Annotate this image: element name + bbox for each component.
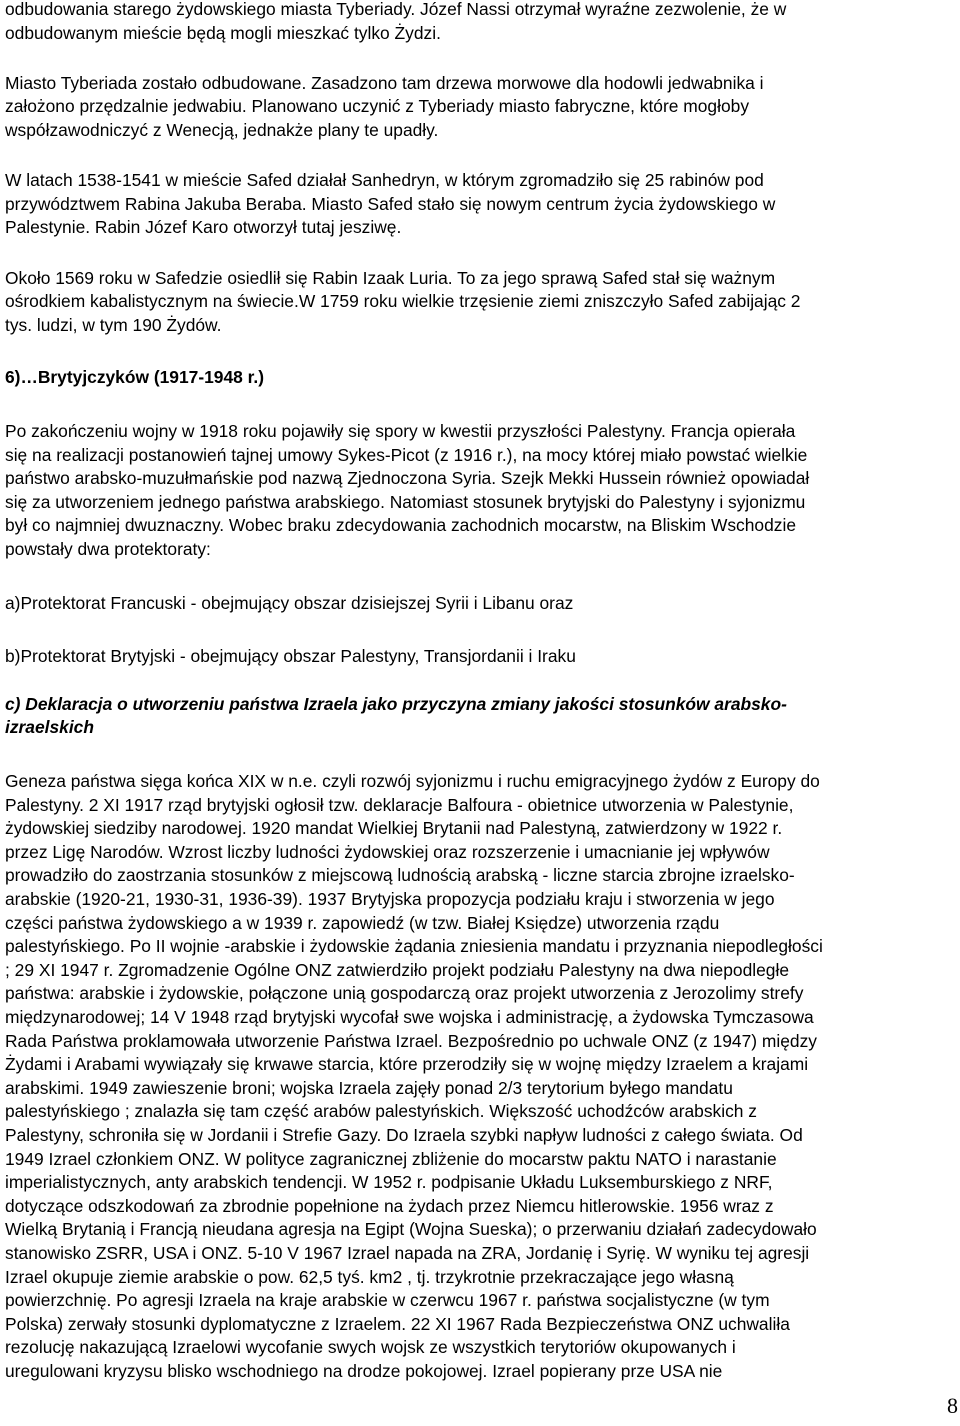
text-line: arabskimi. 1949 zawieszenie broni; wojska Izraela zajęły ponad 2/3 terytorium byłego mandatu bbox=[5, 1077, 733, 1098]
paragraph-tyberiada-rebuilt bbox=[5, 72, 957, 143]
text-line: się za utworzeniem jednego państwa arabskiego. Natomiast stosunek brytyjski do Palestyny i syjonizmu bbox=[5, 491, 806, 512]
text-line: powstały dwa protektoraty: bbox=[5, 539, 211, 560]
text-line: państwo arabsko-muzułmańskie pod nazwą Zjednoczona Syria. Szejk Mekki Hussein również opowiadał bbox=[5, 468, 810, 489]
text-line: arabskie (1920-21, 1930-31, 1936-39). 1937 Brytyjska propozycja podziału kraju i stworzenia w jego bbox=[5, 889, 775, 909]
text-line: Izrael okupuje ziemie arabskie o pow. 62,5 tyś. km2 , tj. trzykrotnie przekraczające jego własną bbox=[5, 1266, 734, 1287]
text-line: się na realizacji postanowień tajnej umowy Sykes-Picot (z 1916 r.), na mocy której miało powstać wielkie bbox=[5, 444, 808, 465]
text-line: ośrodkiem kabalistycznym na świecie.W 1759 roku wielkie trzęsienie ziemi zniszczyło Safed zabijając 2 bbox=[5, 291, 801, 312]
text-line: palestyńskiego. Po II wojnie -arabskie i żydowskie żądania zniesienia mandatu i przyznania niepodległości bbox=[5, 936, 823, 957]
text-line: był co najmniej dwuznaczny. Wobec braku zdecydowania zachodnich mocarstw, na Bliskim Wschodzie bbox=[5, 515, 796, 536]
text-line: Wielką Brytanią i Francją nieudana agresja na Egipt (Wojna Sueska); o przerwaniu działań zadecydowało bbox=[5, 1219, 817, 1240]
text-line: odbudowanym mieście będą mogli mieszkać tylko Żydzi. bbox=[5, 22, 441, 43]
text-line: tys. ludzi, w tym 190 Żydów. bbox=[5, 314, 222, 335]
list-item-protektorat-francuski: a)Protektorat Francuski - obejmujący obszar dzisiejszej Syrii i Libanu oraz bbox=[5, 592, 574, 613]
text-line: powierzchnię. Po agresji Izraela na kraje arabskie w czerwcu 1967 r. państwa socjalistyczne (w tym bbox=[5, 1290, 770, 1311]
text-line: Polska) zerwały stosunki dyplomatyczne z Izraelem. 22 XI 1967 Rada Bezpieczeństwa ONZ uchwaliła bbox=[5, 1313, 790, 1334]
text-line: W latach 1538-1541 w mieście Safed działał Sanhedryn, w którym zgromadziło się 25 rabinów pod bbox=[5, 170, 764, 191]
text-line: Palestyny, schroniła się w Jordanii i Strefie Gazy. Do Izraela szybki napływ ludności z całego świata. Od bbox=[5, 1124, 803, 1145]
heading-line: c) Deklaracja o utworzeniu państwa Izraela jako przyczyna zmiany jakości stosunków arabsko- bbox=[5, 693, 787, 714]
text-line: dotyczące odszkodowań za zbrodnie popełnione na żydach przez Niemcu hitlerowskie. 1956 wraz z bbox=[5, 1195, 774, 1216]
text-line: Rada Państwa proklamowała utworzenie Państwa Izrael. Bezpośrednio po uchwale ONZ (z 1947) między bbox=[5, 1030, 817, 1051]
text-line: odbudowania starego żydowskiego miasta Tyberiady. Józef Nassi otrzymał wyraźne zezwolenie, że w bbox=[5, 0, 787, 19]
list-item-protektorat-brytyjski: b)Protektorat Brytyjski - obejmujący obszar Palestyny, Transjordanii i Iraku bbox=[5, 646, 576, 667]
text-line: żydowskiej siedziby narodowej. 1920 mandat Wielkiej Brytanii nad Palestyną, zatwierdzony w 1922 r. bbox=[5, 818, 783, 839]
paragraph-safed-luria bbox=[5, 267, 957, 338]
section-heading-brytyjczykow: 6)…Brytyjczyków (1917-1948 r.) bbox=[5, 366, 265, 387]
text-line: stanowisko ZSRR, USA i ONZ. 5-10 V 1967 Izrael napada na ZRA, Jordanię i Syrię. W wyniku tej agresji bbox=[5, 1242, 810, 1263]
text-line: przywództwem Rabina Jakuba Beraba. Miasto Safed stało się nowym centrum życia żydowskiego w bbox=[5, 193, 776, 214]
text-line: Żydami i Arabami wywiązały się krwawe starcia, które przerodziły się w wojnę między Izraelem a krajami bbox=[5, 1054, 809, 1075]
text-line: rezolucję nakazującą Izraelowi wycofanie swych wojsk ze wszystkich terytoriów okupowanych i bbox=[5, 1337, 736, 1358]
text-line: przez Ligę Narodów. Wzrost liczby ludności żydowskiej oraz rozszerzenie i umacnianie jej wpływów bbox=[5, 841, 770, 862]
page-number: 8 bbox=[947, 1393, 958, 1418]
text-line: palestyńskiego ; znalazła się tam część arabów palestyńskich. Większość uchodźców arabskich z bbox=[5, 1101, 757, 1122]
paragraph-geneza-panstwa bbox=[5, 770, 957, 1383]
paragraph-safed-sanhedryn bbox=[5, 169, 957, 240]
text-line: uregulowani kryzysu blisko wschodniego na drodze pokojowej. Izrael popierany prze USA nie bbox=[5, 1360, 723, 1381]
text-line: imperialistycznych, anty arabskich tendencji. W 1952 r. podpisanie Układu Luksemburskiego z NRF, bbox=[5, 1172, 773, 1193]
section-heading-deklaracja bbox=[5, 693, 957, 740]
text-line: ; 29 XI 1947 r. Zgromadzenie Ogólne ONZ zatwierdziło projekt podziału Palestyny na dwa niepodległe bbox=[5, 959, 789, 980]
text-line: Po zakończeniu wojny w 1918 roku pojawiły się spory w kwestii przyszłości Palestyny. Francja opierała bbox=[5, 421, 796, 442]
document-page bbox=[5, 0, 957, 1383]
text-line: założono przędzalnie jedwabiu. Planowano uczynić z Tyberiady miasto fabryczne, które mogłoby bbox=[5, 96, 750, 117]
text-line: Miasto Tyberiada zostało odbudowane. Zasadzono tam drzewa morwowe dla hodowli jedwabnika i bbox=[5, 72, 764, 93]
text-line: współzawodniczyć z Wenecją, jednakże plany te upadły. bbox=[5, 119, 439, 140]
text-line: państwa: arabskie i żydowskie, połączone unią gospodarczą oraz projekt utworzenia z Jerozolimy strefy bbox=[5, 983, 804, 1004]
text-line: międzynarodowej; 14 V 1948 rząd brytyjski wycofał swe wojska i administrację, a żydowska Tymczasowa bbox=[5, 1006, 814, 1027]
text-line: prowadziło do zaostrzania stosunków z miejscową ludnością arabską - liczne starcia zbrojne izraelsko- bbox=[5, 865, 795, 886]
heading-line: izraelskich bbox=[5, 717, 94, 738]
text-line: Palestyny. 2 XI 1917 rząd brytyjski ogłosił tzw. deklaracje Balfoura - obietnice utworzenia w Palestynie, bbox=[5, 794, 794, 815]
text-line: Palestynie. Rabin Józef Karo otworzył tutaj jesziwę. bbox=[5, 217, 402, 238]
text-line: Około 1569 roku w Safedzie osiedlił się Rabin Izaak Luria. To za jego sprawą Safed stał się ważnym bbox=[5, 267, 776, 288]
text-line: części państwa żydowskiego a w 1939 r. zapowiedź (w tzw. Białej Księdze) utworzenia rządu bbox=[5, 912, 720, 933]
paragraph-tyberiada-intro bbox=[5, 0, 957, 45]
text-line: 1949 Izrael członkiem ONZ. W polityce zagranicznej zbliżenie do mocarstw paktu NATO i narastanie bbox=[5, 1148, 777, 1169]
paragraph-after-war bbox=[5, 420, 957, 562]
text-line: Geneza państwa sięga końca XIX w n.e. czyli rozwój syjonizmu i ruchu emigracyjnego żydów z Europy do bbox=[5, 771, 820, 792]
